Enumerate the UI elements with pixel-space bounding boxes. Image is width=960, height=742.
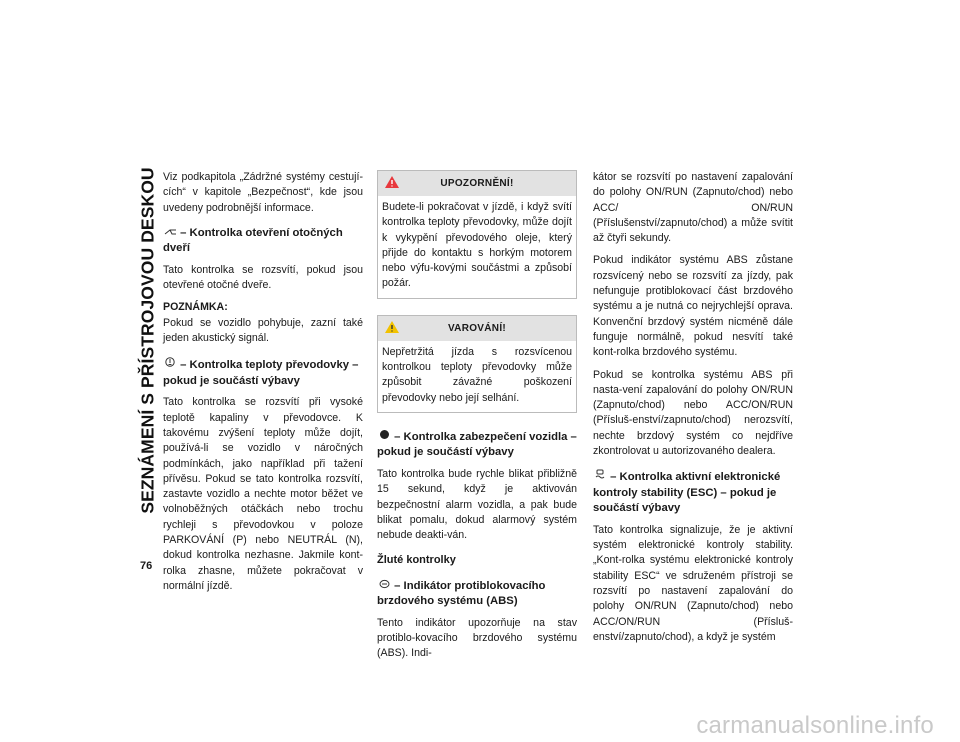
security-paragraph: Tato kontrolka bude rychle blikat přibližně 15 sekund, když je aktivován bezpečnostní alarm vozidla, a pak bude blikat pomalu, dokud alarmový systém nebude deakti-ván. [377,467,577,542]
transmission-paragraph: Tato kontrolka se rozsvítí při vysoké teplotě kapaliny v převodovce. K takovému zvýšení teploty může dojít, používá-li se vozidlo v náročných podmínkách, jako například při tažení přívěsu. Pokud se tato kontrolka rozsvítí, zastavte vozidlo a nechte motor běžet ve volnoběžných otáčkách nebo trochu rychleji s převodovkou v poloze PARKOVÁNÍ (P) nebo NEUTRÁL (N), dokud kontrolka nezhasne. Jakmile kont-rolka zhasne, můžete pokračovat v normální jízdě. [163,396,363,592]
abs-heading [377,579,577,610]
chapter-title: SEZNÁMENÍ S PŘÍSTROJOVOU DESKOU [137,166,158,514]
transmission-heading [163,356,363,389]
abs-continuation: kátor se rozsvítí po nastavení zapalování do polohy ON/RUN (Zapnuto/chod) nebo ACC/ ON/RUN (Příslušenství/zapnuto/chod) a může svítit až čtyři sekundy. [593,171,793,245]
page-number: 76 [140,560,153,572]
caution-header [378,171,576,196]
column-2 [377,170,577,669]
warning-text: Nepřetržitá jízda s rozsvícenou kontrolkou teploty převodovky může způsobit závažné poškození převodovky nebo její selhání. [382,345,572,404]
abs-paragraph: Tento indikátor upozorňuje na stav protiblo-kovacího brzdového systému (ABS). Indi- [377,616,577,660]
door-heading [163,226,363,257]
column-1 [163,170,363,601]
warning-header [378,316,576,341]
security-heading-text: – Kontrolka zabezpečení vozidla – pokud je součástí výbavy [377,430,577,459]
warning-triangle-yellow-icon [384,320,400,334]
column-3 [593,170,793,652]
caution-text: Budete-li pokračovat v jízdě, i když svítí kontrolka teploty převodovky, může dojít k vykypění převodového oleje, který přijde do kontaktu s horkým motorem nebo výfu-kovými součástmi a způsobí požár. [382,201,572,290]
esc-icon [593,469,607,486]
caution-box [377,170,577,299]
abs-paragraph-2: Pokud indikátor systému ABS zůstane rozsvícený nebo se rozsvítí za jízdy, pak nefunguje protiblokovací část brzdového systému a je nutná co nejrychlejší oprava. Konvenční brzdový systém nicméně dále funguje normálně, pokud nesvítí také kont-rolka brzdového systému. [593,254,793,359]
transmission-temperature-icon [163,356,177,374]
abs-icon [377,579,391,595]
abs-paragraph-3: Pokud se kontrolka systému ABS při nasta-vení zapalování do polohy ON/RUN (Zapnuto/chod) nebo ACC/ON/RUN (Přísluš-enství/zapnuto/chod) nerozsvítí, nechte brzdový systém co nejdříve zkontrolovat u autorizovaného dealera. [593,368,793,458]
warning-box [377,315,577,413]
note-paragraph: Pokud se vozidlo pohybuje, zazní také jeden akustický signál. [163,316,363,345]
chapter-side-tab [137,160,159,520]
door-open-icon [163,226,177,242]
esc-heading-text: – Kontrolka aktivní elektronické kontroly stability (ESC) – pokud je součástí výbavy [593,471,781,515]
esc-paragraph: Tato kontrolka signalizuje, že je aktivní systém elektronické kontroly stability. „Kont-rolka systému elektronické kontroly stability ESC“ ve sdruženém přístroji se rozsvítí po nastavení zapalování do polohy ON/RUN (Zapnuto/chod) nebo ACC/ON/RUN (Přísluš-enství/zapnuto/chod), a když je systém [593,523,793,643]
vehicle-security-icon [377,429,391,446]
intro-paragraph: Viz podkapitola „Zádržné systémy cestují-cích“ v kapitole „Bezpečnost“, kde jsou uvedeny podrobnější informace. [163,171,363,214]
door-heading-text: – Kontrolka otevření otočných dveří [163,226,343,255]
yellow-lights-title: Žluté kontrolky [377,554,456,567]
transmission-heading-text: – Kontrolka teploty převodovky – pokud je součástí výbavy [163,359,359,387]
warning-title: VAROVÁNÍ! [447,322,507,334]
security-heading [377,429,577,461]
door-paragraph: Tato kontrolka se rozsvítí, pokud jsou otevřené otočné dveře. [163,263,363,292]
caution-title: UPOZORNĚNÍ! [440,178,514,189]
esc-heading [593,469,793,517]
abs-heading-text: – Indikátor protiblokovacího brzdového systému (ABS) [377,579,546,608]
warning-triangle-red-icon [384,175,400,189]
watermark: carmanualsonline.info [696,712,934,739]
note-label: POZNÁMKA: [163,301,228,314]
